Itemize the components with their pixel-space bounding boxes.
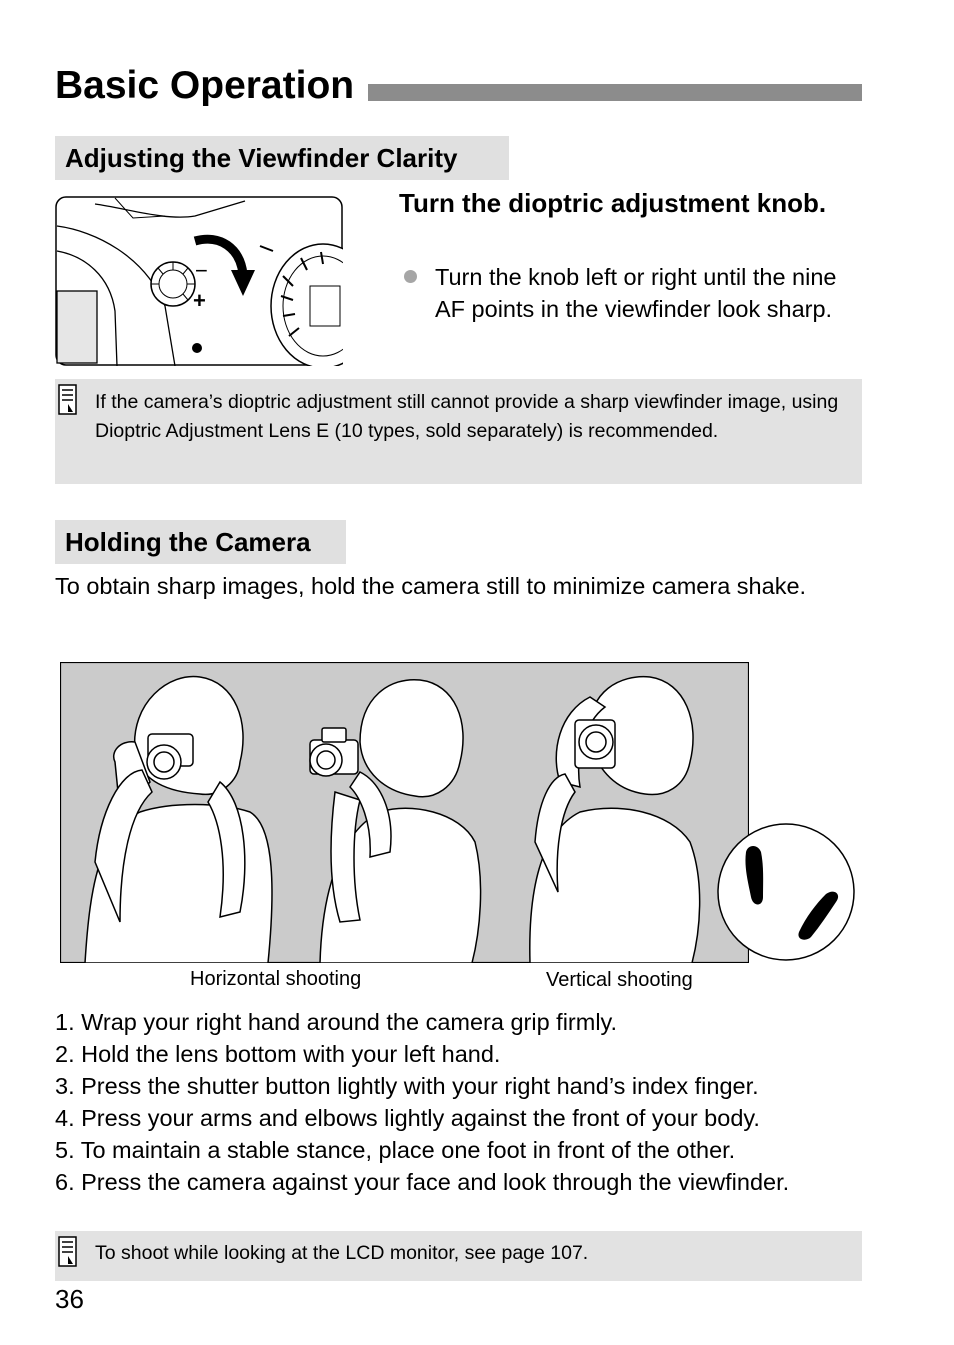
section-heading-holding: Holding the Camera: [55, 520, 346, 564]
holding-intro: To obtain sharp images, hold the camera still to minimize camera shake.: [55, 573, 807, 599]
list-item: 2. Hold the lens bottom with your left hand.: [55, 1041, 501, 1067]
page-number: 36: [55, 1284, 84, 1314]
section-heading-viewfinder: Adjusting the Viewfinder Clarity: [55, 136, 509, 180]
plus-label: +: [193, 288, 206, 313]
note-box-dioptric: [55, 379, 862, 484]
note-text-lcd: To shoot while looking at the LCD monitor, see page 107.: [95, 1242, 589, 1264]
caption-horizontal: Horizontal shooting: [190, 968, 362, 990]
step-bullet-text: Turn the knob left or right until the nine AF points in the viewfinder look sharp.: [435, 264, 837, 322]
feet-stance-illustration: [716, 822, 856, 962]
page-title: Basic Operation: [55, 64, 355, 107]
memo-icon: [58, 1236, 77, 1267]
memo-icon: [58, 384, 77, 415]
list-item: 5. To maintain a stable stance, place one foot in front of the other.: [55, 1137, 736, 1163]
list-item: 4. Press your arms and elbows lightly against the front of your body.: [55, 1105, 760, 1131]
bullet-dot-icon: [404, 270, 417, 283]
note-box-lcd: [55, 1231, 862, 1281]
dioptric-knob-illustration: [55, 196, 343, 366]
list-item: 3. Press the shutter button lightly with your right hand’s index finger.: [55, 1073, 759, 1099]
title-rule: [368, 84, 862, 101]
caption-vertical: Vertical shooting: [546, 969, 693, 991]
minus-label: −: [195, 258, 208, 283]
holding-camera-illustration: [60, 662, 749, 963]
note-text-dioptric: If the camera’s dioptric adjustment still cannot provide a sharp viewfinder image, using Dioptric Adjustment Lens E (10 types, sold separately) is recommended.: [95, 391, 839, 442]
step-heading: Turn the dioptric adjustment knob.: [399, 188, 827, 218]
list-item: 6. Press the camera against your face and look through the viewfinder.: [55, 1169, 790, 1195]
list-item: 1. Wrap your right hand around the camera grip firmly.: [55, 1009, 618, 1035]
holding-steps-list: [55, 1006, 935, 1198]
